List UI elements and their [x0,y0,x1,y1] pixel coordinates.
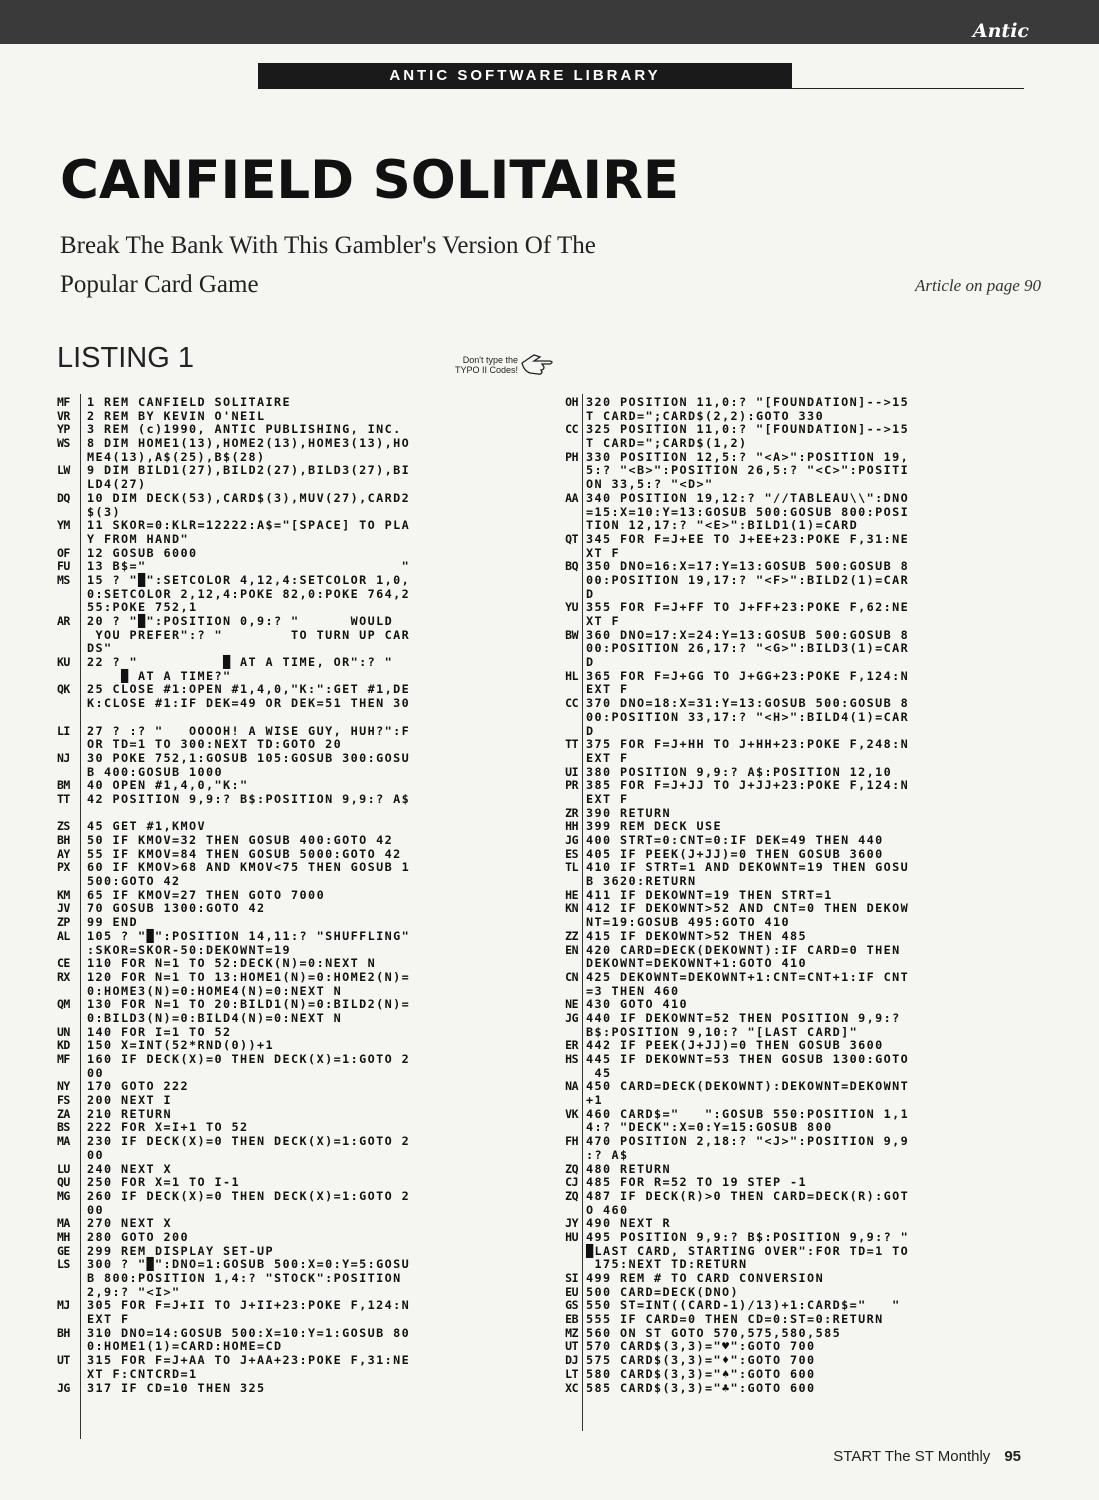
code-text: 0:SETCOLOR 2,12,4:POKE 82,0:POKE 764,2 [87,586,411,601]
code-text: $(3) [87,504,122,519]
typo-code: AR [57,614,70,628]
typo-code: PR [565,778,578,793]
typo-code: BH [57,833,70,847]
typo-code: BH [57,1325,70,1340]
typo-note-line-2: TYPO II Codes! [454,365,518,375]
code-text: 45 [586,1065,612,1080]
typo-code: GS [565,1298,578,1313]
typo-code: NE [565,997,578,1012]
typo-code: AL [57,928,70,943]
code-text: 340 POSITION 19,12:? "//TABLEAU\\":DNO [586,490,910,505]
code-text: 130 FOR N=1 TO 20:BILD1(N)=0:BILD2(N)= [87,997,411,1012]
code-text: EXT F [87,1312,130,1327]
magazine-name: START The ST Monthly [833,1448,991,1465]
subtitle-line-1: Break The Bank With This Gambler's Version Of The [60,232,596,259]
code-text: 8 DIM HOME1(13),HOME2(13),HOME3(13),HO [87,436,411,451]
code-text: 460 CARD$=" ":GOSUB 550:POSITION 1,1 [586,1106,910,1121]
code-text: 380 POSITION 9,9:? A$:POSITION 12,10 [586,764,893,779]
code-text: 4:? "DECK":X=0:Y=15:GOSUB 800 [586,1120,833,1135]
code-text: 355 FOR F=J+FF TO J+FF+23:POKE F,62:NE [586,600,910,615]
code-text: 240 NEXT X [87,1161,173,1176]
code-text: YOU PREFER":? " TO TURN UP CAR [87,627,411,642]
code-text: 585 CARD$(3,3)="♣":GOTO 600 [586,1380,816,1395]
typo-code: CC [565,422,578,437]
typo-code: UT [57,1353,70,1368]
code-text: 40 OPEN #1,4,0,"K:" [87,778,249,793]
typo-code: FH [565,1134,578,1149]
code-text: DS" [87,641,113,656]
code-text: 487 IF DECK(R)>0 THEN CARD=DECK(R):GOT [586,1188,910,1203]
typo-code: QK [57,682,70,697]
code-text: 317 IF CD=10 THEN 325 [87,1380,266,1395]
code-text: 410 IF STRT=1 AND DEKOWNT=19 THEN GOSU [586,860,910,875]
article-title: CANFIELD SOLITAIRE [60,150,680,211]
typo-code: NY [57,1079,70,1094]
typo-code: CN [565,969,578,984]
code-text: :SKOR=SKOR-50:DEKOWNT=19 [87,942,292,957]
typo-code: LS [57,1257,70,1272]
code-text: 00:POSITION 26,17:? "<G>":BILD3(1)=CAR [586,641,910,656]
typo-code: AA [565,490,578,505]
code-text: 310 DNO=14:GOSUB 500:X=10:Y=1:GOSUB 80 [87,1325,411,1340]
typo-code: XC [565,1380,578,1395]
typo-code: MA [57,1134,70,1149]
typo-code: TT [57,791,70,806]
code-text: =15:X=10:Y=13:GOSUB 500:GOSUB 800:POSI [586,504,910,519]
typo-code: CE [57,956,70,971]
typo-code: LT [565,1366,578,1381]
typo-code: QT [565,531,578,546]
code-text: 490 NEXT R [586,1216,672,1231]
code-text: 415 IF DEKOWNT>52 THEN 485 [586,928,808,943]
code-text: █LAST CARD, STARTING OVER":FOR TD=1 TO [586,1243,910,1258]
code-text: 0:HOME1(1)=CARD:HOME=CD [87,1339,283,1354]
section-banner: ANTIC SOFTWARE LIBRARY [258,63,792,89]
typo-code: UI [565,764,578,779]
code-text: 30 POKE 752,1:GOSUB 105:GOSUB 300:GOSU [87,750,411,765]
code-text: 575 CARD$(3,3)="♦":GOTO 700 [586,1353,816,1368]
code-text: 500:GOTO 42 [87,874,181,889]
top-bar [0,0,1099,44]
code-text: 399 REM DECK USE [586,819,723,834]
code-text: 250 FOR X=1 TO I-1 [87,1175,241,1190]
code-text: 405 IF PEEK(J+JJ)=0 THEN GOSUB 3600 [586,846,884,861]
typo-code: HH [565,819,578,834]
typo-note-line-1: Don't type the [462,355,518,365]
code-text: 440 IF DEKOWNT=52 THEN POSITION 9,9:? [586,1010,901,1025]
typo-code: NJ [57,750,70,765]
code-text: 550 ST=INT((CARD-1)/13)+1:CARD$=" " [586,1298,901,1313]
code-text: 325 POSITION 11,0:? "[FOUNDATION]-->15 [586,422,910,437]
typo-code: VR [57,408,70,423]
typo-code: JG [565,833,578,847]
code-text: 320 POSITION 11,0:? "[FOUNDATION]-->15 [586,395,910,409]
typo-code: CC [565,696,578,711]
code-text: B 400:GOSUB 1000 [87,764,224,779]
typo-code: ZP [57,915,70,930]
typo-code: HE [565,887,578,902]
typo-code: ZR [565,805,578,820]
typo-code: YU [565,600,578,615]
code-text: 305 FOR F=J+II TO J+II+23:POKE F,124:N [87,1298,411,1313]
typo-code: AY [57,846,70,861]
typo-code: ZS [57,819,70,834]
antic-logo: Antic [972,20,1029,42]
code-text: =3 THEN 460 [586,983,680,998]
code-text: EXT F [586,750,629,765]
code-text: 299 REM DISPLAY SET-UP [87,1243,275,1258]
code-text: B 800:POSITION 1,4:? "STOCK":POSITION [87,1271,402,1285]
typo-code: GE [57,1243,70,1258]
column-divider-right [582,394,583,1431]
typo-code: CJ [565,1175,578,1190]
code-text: 175:NEXT TD:RETURN [586,1257,748,1272]
typo-code: KN [565,901,578,916]
typo-code: HL [565,668,578,683]
code-text: 350 DNO=16:X=17:Y=13:GOSUB 500:GOSUB 8 [586,559,910,574]
code-text: 00 [87,1202,105,1217]
code-text: 200 NEXT I [87,1093,173,1108]
code-text: 400 STRT=0:CNT=0:IF DEK=49 THEN 440 [586,833,884,847]
typo-note [426,355,518,375]
code-text: Y FROM HAND" [87,531,190,546]
code-text: 00:POSITION 33,17:? "<H>":BILD4(1)=CAR [586,709,910,724]
code-text: 105 ? "█":POSITION 14,11:? "SHUFFLING" [87,928,411,943]
code-text: 411 IF DEKOWNT=19 THEN STRT=1 [586,887,833,902]
typo-code: JG [57,1380,70,1395]
typo-code: EN [565,942,578,957]
code-text: 0:BILD3(N)=0:BILD4(N)=0:NEXT N [87,1010,343,1025]
code-text: B$:POSITION 9,10:? "[LAST CARD]" [586,1024,859,1039]
code-text: D [586,655,595,670]
code-text: OR TD=1 TO 300:NEXT TD:GOTO 20 [87,737,343,752]
code-text: 365 FOR F=J+GG TO J+GG+23:POKE F,124:N [586,668,910,683]
code-text: 70 GOSUB 1300:GOTO 42 [87,901,266,916]
code-text: B 3620:RETURN [586,874,697,889]
typo-code: YP [57,422,70,437]
code-text: T CARD=";CARD$(2,2):GOTO 330 [586,408,825,423]
code-text: 345 FOR F=J+EE TO J+EE+23:POKE F,31:NE [586,531,910,546]
typo-code: ER [565,1038,578,1053]
typo-code: YM [57,518,70,533]
code-text: D [586,723,595,738]
typo-code: ZA [57,1106,70,1121]
code-text: 50 IF KMOV=32 THEN GOSUB 400:GOTO 42 [87,833,394,847]
code-text: 15 ? "█":SETCOLOR 4,12,4:SETCOLOR 1,0, [87,572,411,587]
code-text: 150 X=INT(52*RND(0))+1 [87,1038,275,1053]
code-text: K:CLOSE #1:IF DEK=49 OR DEK=51 THEN 30 [87,696,411,711]
typo-code: BQ [565,559,578,574]
code-text: 495 POSITION 9,9:? B$:POSITION 9,9:? " [586,1229,910,1244]
code-text: 120 FOR N=1 TO 13:HOME1(N)=0:HOME2(N)= [87,969,411,984]
typo-code: EU [565,1284,578,1299]
code-text: 11 SKOR=0:KLR=12222:A$="[SPACE] TO PLA [87,518,411,533]
code-text: 13 B$=" " [87,559,411,574]
typo-code: KM [57,887,70,902]
typo-code: OH [565,395,578,409]
code-text: 140 FOR I=1 TO 52 [87,1024,232,1039]
typo-code: FU [57,559,70,574]
typo-code: MS [57,572,70,587]
typo-code: MG [57,1188,70,1203]
code-text: 55 IF KMOV=84 THEN GOSUB 5000:GOTO 42 [87,846,402,861]
code-text: 420 CARD=DECK(DEKOWNT):IF CARD=0 THEN [586,942,901,957]
code-text: 580 CARD$(3,3)="♠":GOTO 600 [586,1366,816,1381]
typo-code: UT [565,1339,578,1354]
code-text: 3 REM (c)1990, ANTIC PUBLISHING, INC. [87,422,402,437]
code-text: 300 ? "█":DNO=1:GOSUB 500:X=0:Y=5:GOSU [87,1257,411,1272]
code-text: EXT F [586,791,629,806]
typo-code: LU [57,1161,70,1176]
typo-code: EB [565,1312,578,1327]
typo-code: KD [57,1038,70,1053]
code-text: 45 GET #1,KMOV [87,819,207,834]
code-text: XT F [586,545,621,560]
code-text: XT F:CNTCRD=1 [87,1366,198,1381]
code-text: 330 POSITION 12,5:? "<A>":POSITION 19, [586,449,910,464]
typo-code: JV [57,901,70,916]
typo-code: JG [565,1010,578,1025]
page-number: 95 [1004,1448,1021,1465]
code-text: :? A$ [586,1147,629,1162]
code-text: 60 IF KMOV>68 AND KMOV<75 THEN GOSUB 1 [87,860,411,875]
typo-code: TT [565,737,578,752]
code-text: 560 ON ST GOTO 570,575,580,585 [586,1325,842,1340]
subtitle-line-2: Popular Card Game [60,271,259,298]
code-text: 42 POSITION 9,9:? B$:POSITION 9,9:? A$ [87,791,411,806]
code-text: 390 RETURN [586,805,672,820]
code-text: 442 IF PEEK(J+JJ)=0 THEN GOSUB 3600 [586,1038,884,1053]
code-text: 160 IF DECK(X)=0 THEN DECK(X)=1:GOTO 2 [87,1052,411,1066]
code-text: 315 FOR F=J+AA TO J+AA+23:POKE F,31:NE [87,1353,411,1368]
typo-code: RX [57,969,70,984]
code-text: 210 RETURN [87,1106,173,1121]
code-text: 55:POKE 752,1 [87,600,198,615]
typo-code: MZ [565,1325,578,1340]
code-text: 12 GOSUB 6000 [87,545,198,560]
code-text: 230 IF DECK(X)=0 THEN DECK(X)=1:GOTO 2 [87,1134,411,1149]
code-text: 22 ? " █ AT A TIME, OR":? " [87,655,394,670]
code-text: 485 FOR R=52 TO 19 STEP -1 [586,1175,808,1190]
code-text: XT F [586,614,621,628]
typo-code: MH [57,1229,70,1244]
code-text: ME4(13),A$(25),B$(28) [87,449,266,464]
code-text: D [586,586,595,601]
code-text: 10 DIM DECK(53),CARD$(3),MUV(27),CARD2 [87,490,411,505]
code-text: 425 DEKOWNT=DEKOWNT+1:CNT=CNT+1:IF CNT [586,969,910,984]
code-text: 1 REM CANFIELD SOLITAIRE [87,395,292,409]
column-divider-left [80,394,81,1439]
listing-heading: LISTING 1 [57,342,194,374]
typo-code: BM [57,778,70,793]
code-text: EXT F [586,682,629,697]
typo-code: SI [565,1271,578,1285]
code-text: DEKOWNT=DEKOWNT+1:GOTO 410 [586,956,808,971]
code-text: +1 [586,1093,604,1108]
code-text: 385 FOR F=J+JJ TO J+JJ+23:POKE F,124:N [586,778,910,793]
code-text: 360 DNO=17:X=24:Y=13:GOSUB 500:GOSUB 8 [586,627,910,642]
code-text: 9 DIM BILD1(27),BILD2(27),BILD3(27),BI [87,463,411,478]
article-subtitle [60,226,760,304]
code-text: O 460 [586,1202,629,1217]
code-text: T CARD=";CARD$(1,2) [586,436,748,451]
code-text: 280 GOTO 200 [87,1229,190,1244]
code-text: 375 FOR F=J+HH TO J+HH+23:POKE F,248:N [586,737,910,752]
typo-code: BS [57,1120,70,1135]
typo-code: ZZ [565,928,578,943]
typo-code: QU [57,1175,70,1190]
code-text: 65 IF KMOV=27 THEN GOTO 7000 [87,887,326,902]
typo-code: MF [57,395,70,409]
typo-code: OF [57,545,70,560]
code-text: 412 IF DEKOWNT>52 AND CNT=0 THEN DEKOW [586,901,910,916]
code-text: 270 NEXT X [87,1216,173,1231]
code-text: 480 RETURN [586,1161,672,1176]
typo-code: MA [57,1216,70,1231]
typo-code: UN [57,1024,70,1039]
typo-code: VK [565,1106,578,1121]
code-text: 00 [87,1065,105,1080]
code-text: 370 DNO=18:X=31:Y=13:GOSUB 500:GOSUB 8 [586,696,910,711]
code-text: 00:POSITION 19,17:? "<F>":BILD2(1)=CAR [586,572,910,587]
typo-code: LW [57,463,70,478]
code-text: 20 ? "█":POSITION 0,9:? " WOULD [87,614,394,628]
typo-code: HU [565,1229,578,1244]
code-text: █ AT A TIME?" [87,668,232,683]
code-text: LD4(27) [87,477,147,492]
typo-code: DQ [57,490,70,505]
typo-code: ZQ [565,1161,578,1176]
code-text: 260 IF DECK(X)=0 THEN DECK(X)=1:GOTO 2 [87,1188,411,1203]
typo-code: ES [565,846,578,861]
code-text: 555 IF CARD=0 THEN CD=0:ST=0:RETURN [586,1312,884,1327]
typo-code: DJ [565,1353,578,1368]
code-text: 99 END [87,915,139,930]
code-text: 25 CLOSE #1:OPEN #1,4,0,"K:":GET #1,DE [87,682,411,697]
typo-code: PX [57,860,70,875]
typo-code: PH [565,449,578,464]
code-text: 570 CARD$(3,3)="♥":GOTO 700 [586,1339,816,1354]
typo-code: TL [565,860,578,875]
code-text: 110 FOR N=1 TO 52:DECK(N)=0:NEXT N [87,956,377,971]
code-text: 445 IF DEKOWNT=53 THEN GOSUB 1300:GOTO [586,1052,910,1066]
typo-code: QM [57,997,70,1012]
typo-code: ZQ [565,1188,578,1203]
typo-code: LI [57,723,70,738]
code-text: 430 GOTO 410 [586,997,689,1012]
code-text: TION 12,17:? "<E>":BILD1(1)=CARD [586,518,859,533]
code-text: NT=19:GOSUB 495:GOTO 410 [586,915,791,930]
code-text: 170 GOTO 222 [87,1079,190,1094]
code-text: 499 REM # TO CARD CONVERSION [586,1271,825,1285]
code-text: 2,9:? "<I>" [87,1284,181,1299]
code-text: 5:? "<B>":POSITION 26,5:? "<C>":POSITI [586,463,910,478]
typo-code: MJ [57,1298,70,1313]
header-rule [792,88,1024,89]
code-text: 450 CARD=DECK(DEKOWNT):DEKOWNT=DEKOWNT [586,1079,910,1094]
typo-code: WS [57,436,70,451]
typo-code: HS [565,1052,578,1066]
code-text: 27 ? :? " OOOOH! A WISE GUY, HUH?":F [87,723,411,738]
typo-code: NA [565,1079,578,1094]
typo-code: KU [57,655,70,670]
typo-code: MF [57,1052,70,1066]
code-text: 222 FOR X=I+1 TO 52 [87,1120,249,1135]
typo-code: BW [565,627,578,642]
typo-code: JY [565,1216,578,1231]
typo-code: FS [57,1093,70,1108]
code-text: 0:HOME3(N)=0:HOME4(N)=0:NEXT N [87,983,343,998]
pointing-hand-icon [520,351,556,377]
code-text: 2 REM BY KEVIN O'NEIL [87,408,266,423]
article-reference: Article on page 90 [914,276,1041,295]
code-text: 500 CARD=DECK(DNO) [586,1284,740,1299]
page-footer [833,1448,1021,1465]
code-text: ON 33,5:? "<D>" [586,477,714,492]
code-text: 00 [87,1147,105,1162]
code-text: 470 POSITION 2,18:? "<J>":POSITION 9,9 [586,1134,910,1149]
